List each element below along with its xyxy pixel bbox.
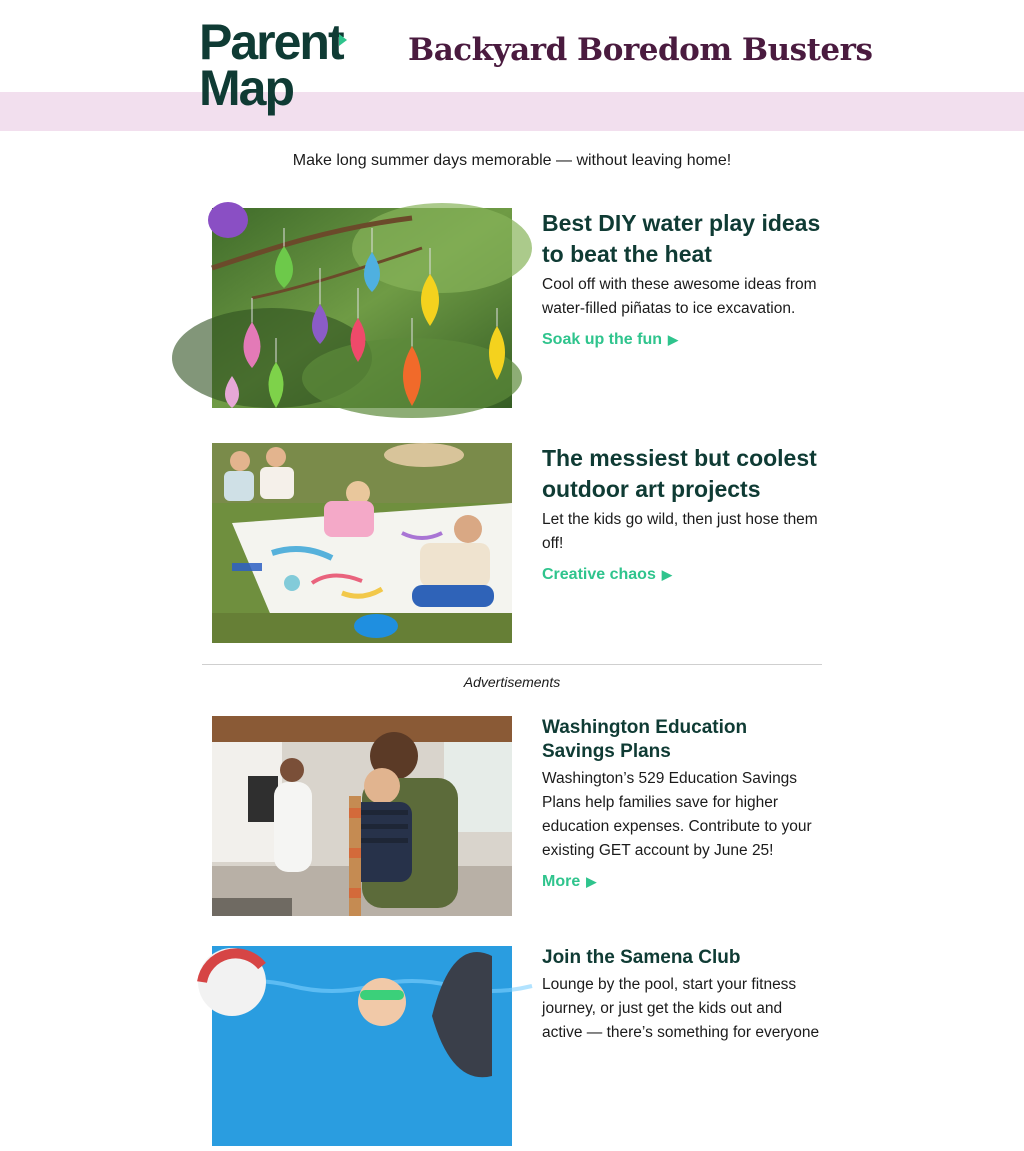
article-title[interactable]: The messiest but coolest outdoor art projects	[542, 445, 817, 502]
ad-title[interactable]: Join the Samena Club	[542, 947, 741, 968]
logo-line-1: Parent	[199, 14, 343, 70]
section-divider	[202, 664, 822, 665]
cta-label: Creative chaos	[542, 566, 656, 583]
cta-label: More	[542, 873, 581, 890]
logo-triangle-icon	[339, 34, 347, 46]
cta-label: Soak up the fun	[542, 331, 662, 348]
ad-description: Lounge by the pool, start your fitness journey, or just get the kids out and active — there’s something for everyone	[542, 976, 820, 1041]
outdoor-art-image[interactable]	[212, 443, 512, 643]
ad-description: Washington’s 529 Education Savings Plans help families save for higher education expenses. Contribute to your existing GET account by June 25!	[542, 770, 812, 859]
more-link[interactable]	[542, 873, 596, 891]
ad-content	[542, 946, 824, 1045]
creative-chaos-link[interactable]	[542, 566, 672, 584]
water-balloons-image[interactable]	[212, 208, 512, 408]
article-content	[542, 208, 824, 349]
pool-kid-image[interactable]	[212, 946, 512, 1146]
ad-content	[542, 716, 824, 891]
advertisements-label: Advertisements	[463, 674, 561, 690]
play-triangle-icon: ▶	[661, 567, 672, 582]
ad-title[interactable]: Washington Education Savings Plans	[542, 717, 748, 762]
newsletter-title: Backyard Boredom Busters	[408, 32, 873, 68]
header-band	[0, 92, 1024, 131]
play-triangle-icon: ▶	[668, 332, 678, 347]
tagline: Make long summer days memorable — without leaving home!	[292, 152, 732, 169]
article-title[interactable]: Best DIY water play ideas to beat the heat	[542, 210, 821, 267]
family-blocks-image[interactable]	[212, 716, 512, 916]
article-description: Let the kids go wild, then just hose them off!	[542, 511, 818, 552]
article-description: Cool off with these awesome ideas from water-filled piñatas to ice excavation.	[542, 276, 817, 317]
parentmap-logo[interactable]	[199, 16, 359, 120]
article-content	[542, 443, 824, 584]
play-triangle-icon: ▶	[586, 874, 597, 889]
soak-up-the-fun-link[interactable]	[542, 331, 678, 349]
logo-line-2: Map	[199, 60, 293, 116]
